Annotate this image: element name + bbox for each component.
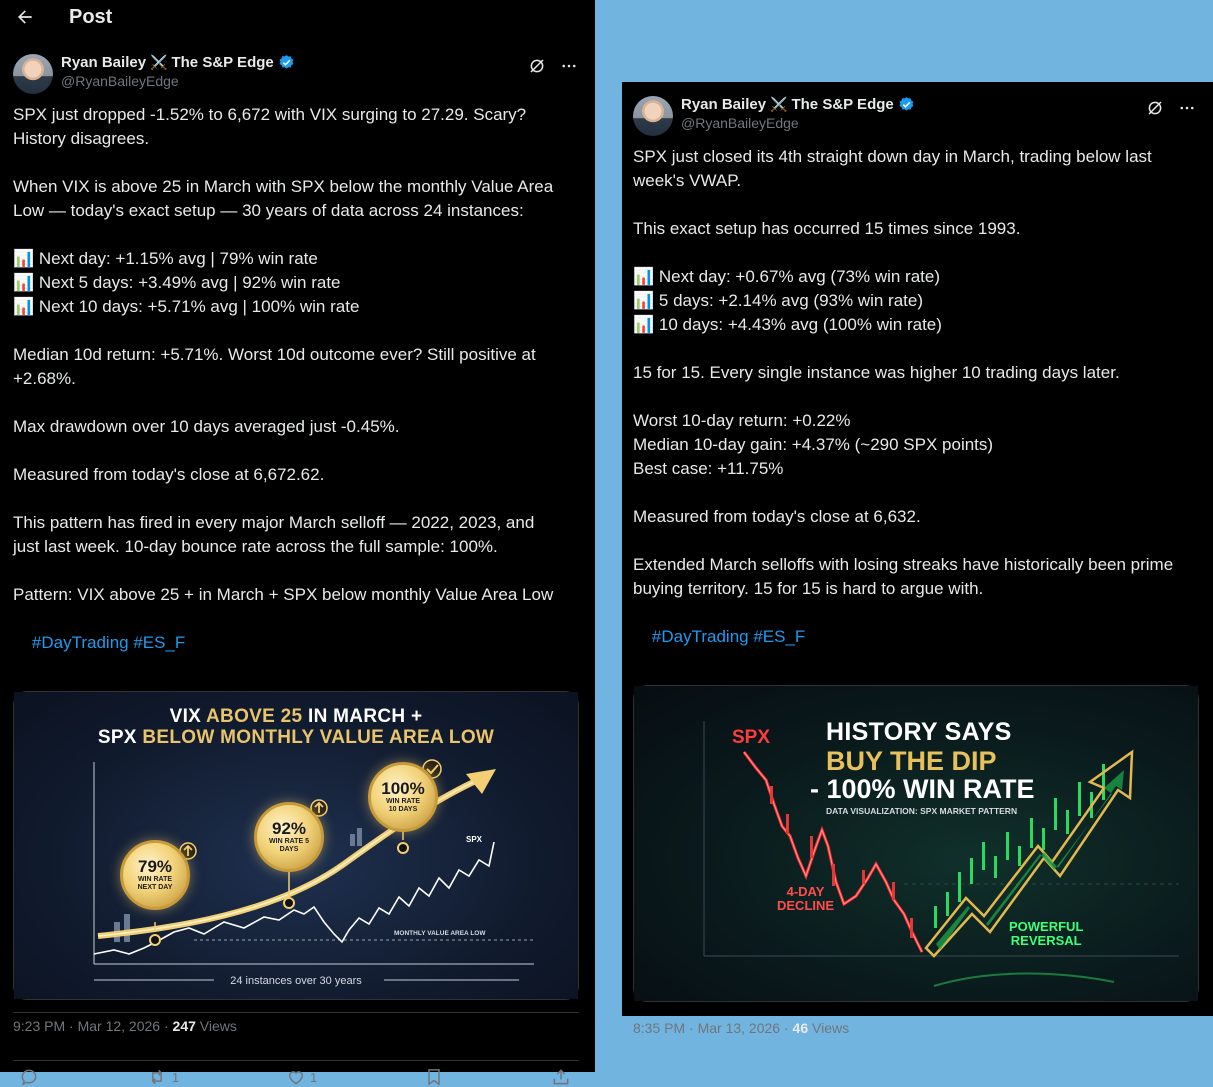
repost-icon [146, 1067, 168, 1087]
grok-icon[interactable] [1145, 98, 1165, 118]
reversal-label: POWERFUL REVERSAL [1009, 919, 1084, 948]
share-icon [551, 1067, 571, 1087]
text-line: Extended March selloffs with losing streaks have historically been prime [633, 555, 1174, 574]
like-button[interactable] [286, 1067, 317, 1087]
hashtag-es-f[interactable]: #ES_F [133, 633, 186, 652]
page-title: Post [69, 5, 113, 28]
verified-badge-icon [898, 96, 915, 113]
value-area-label: MONTHLY VALUE AREA LOW [394, 930, 486, 937]
text-line: Best case: +11.75% [633, 459, 784, 478]
text-line: Measured from today's close at 6,672.62. [13, 465, 325, 484]
badge-5-days: 92% WIN RATE 5 DAYS [254, 802, 324, 872]
text-line: Median 10-day gain: +4.37% (~290 SPX points) [633, 435, 994, 454]
swords-icon: ⚔️ [770, 96, 788, 112]
text-line: 📊 Next 5 days: +3.49% avg | 92% win rate [13, 273, 341, 292]
embedded-post-card[interactable] [622, 82, 1213, 1036]
image-title-line2: SPX BELOW MONTHLY VALUE AREA LOW [97, 727, 495, 748]
image-headline-1: HISTORY SAYS [826, 718, 1012, 746]
repost-count: 1 [171, 1069, 180, 1085]
text-line: Low — today's exact setup — 30 years of data across 24 instances: [13, 201, 524, 220]
post-detail-panel [0, 0, 595, 1085]
more-options-icon[interactable] [1177, 98, 1197, 118]
post-meta [13, 1018, 595, 1034]
post-image[interactable] [633, 685, 1199, 1002]
reply-button[interactable] [19, 1067, 39, 1087]
author-handle[interactable]: @RyanBaileyEdge [61, 73, 179, 89]
post-meta [633, 1020, 1213, 1036]
avatar[interactable] [13, 54, 53, 94]
views-label: Views [808, 1020, 850, 1036]
blank-line [13, 319, 573, 343]
author-suffix[interactable]: The S&P Edge [171, 54, 274, 71]
action-bar [19, 1067, 571, 1087]
image-headline-2: BUY THE DIP [826, 746, 997, 776]
blank-line [633, 337, 1203, 361]
blank-line [13, 151, 573, 175]
text-line: Pattern: VIX above 25 + in March + SPX below monthly Value Area Low [13, 585, 554, 604]
bookmark-button[interactable] [424, 1067, 444, 1087]
hashtag-daytrading[interactable]: #DayTrading [31, 633, 129, 652]
post-image[interactable] [13, 691, 579, 1000]
spx-label: SPX [466, 835, 483, 844]
post-timestamp[interactable]: 9:23 PM · Mar 12, 2026 · [13, 1018, 173, 1034]
more-options-icon[interactable] [559, 56, 579, 76]
blank-line [13, 559, 573, 583]
text-line: Measured from today's close at 6,632. [633, 507, 921, 526]
badge-next-day: 79% WIN RATE NEXT DAY [120, 840, 190, 910]
image-subtitle: DATA VISUALIZATION: SPX MARKET PATTERN [826, 806, 1018, 816]
author-name[interactable]: Ryan Bailey [681, 96, 767, 113]
view-count: 46 [792, 1020, 809, 1036]
text-line: 📊 10 days: +4.43% avg (100% win rate) [633, 315, 942, 334]
author-name[interactable]: Ryan Bailey [61, 54, 147, 71]
reply-icon [19, 1067, 39, 1087]
blank-line [13, 391, 573, 415]
blank-line [633, 481, 1203, 505]
blank-line [13, 439, 573, 463]
decline-label: 4-DAY DECLINE [777, 884, 835, 913]
post-header [13, 54, 579, 94]
text-line: This exact setup has occurred 15 times since 1993. [633, 219, 1021, 238]
text-line: buying territory. 15 for 15 is hard to argue with. [633, 579, 984, 598]
top-bar [0, 0, 595, 34]
hashtags [633, 601, 1203, 673]
blank-line [13, 487, 573, 511]
divider [13, 1012, 579, 1013]
blank-line [13, 223, 573, 247]
author-handle[interactable]: @RyanBaileyEdge [681, 115, 799, 131]
hashtag-daytrading[interactable]: #DayTrading [651, 627, 749, 646]
blank-line [633, 529, 1203, 553]
hashtag-es-f[interactable]: #ES_F [753, 627, 806, 646]
text-line: 📊 5 days: +2.14% avg (93% win rate) [633, 291, 924, 310]
blank-line [633, 193, 1203, 217]
text-line: 📊 Next day: +0.67% avg (73% win rate) [633, 267, 941, 286]
like-count: 1 [309, 1069, 318, 1085]
text-line: +2.68%. [13, 369, 76, 388]
back-arrow-icon[interactable] [14, 6, 36, 28]
text-line: just last week. 10-day bounce rate across the full sample: 100%. [13, 537, 498, 556]
post-timestamp[interactable]: 8:35 PM · Mar 13, 2026 · [633, 1020, 793, 1036]
post-text [13, 103, 573, 607]
text-line: week's VWAP. [633, 171, 742, 190]
text-line: Median 10d return: +5.71%. Worst 10d outcome ever? Still positive at [13, 345, 536, 364]
bottom-divider [13, 1060, 579, 1061]
post-header [633, 96, 1197, 136]
image-footnote: 24 instances over 30 years [230, 975, 362, 987]
text-line: SPX just closed its 4th straight down day in March, trading below last [633, 147, 1152, 166]
text-line: When VIX is above 25 in March with SPX below the monthly Value Area [13, 177, 554, 196]
post-text [633, 145, 1203, 601]
text-line: 15 for 15. Every single instance was higher 10 trading days later. [633, 363, 1120, 382]
blank-line [633, 385, 1203, 409]
image-title-line1: VIX ABOVE 25 IN MARCH + [169, 706, 423, 727]
verified-badge-icon [278, 54, 295, 71]
badge-10-days: 100% WIN RATE 10 DAYS [368, 762, 438, 832]
text-line: Max drawdown over 10 days averaged just -0.45%. [13, 417, 400, 436]
heart-icon [286, 1067, 306, 1087]
text-line: 📊 Next day: +1.15% avg | 79% win rate [13, 249, 318, 268]
view-count: 247 [172, 1018, 196, 1034]
text-line: History disagrees. [13, 129, 150, 148]
views-label: Views [195, 1018, 237, 1034]
repost-button[interactable] [146, 1067, 179, 1087]
author-suffix[interactable]: The S&P Edge [791, 96, 894, 113]
bookmark-icon [424, 1067, 444, 1087]
grok-icon[interactable] [527, 56, 547, 76]
avatar[interactable] [633, 96, 673, 136]
image-headline-3: - 100% WIN RATE [810, 774, 1035, 804]
text-line: This pattern has fired in every major March selloff — 2022, 2023, and [13, 513, 535, 532]
spx-label: SPX [732, 727, 771, 748]
hashtags [13, 607, 573, 679]
swords-icon: ⚔️ [150, 54, 168, 70]
text-line: Worst 10-day return: +0.22% [633, 411, 851, 430]
text-line: 📊 Next 10 days: +5.71% avg | 100% win rate [13, 297, 360, 316]
text-line: SPX just dropped -1.52% to 6,672 with VIX surging to 27.29. Scary? [13, 105, 527, 124]
share-button[interactable] [551, 1067, 571, 1087]
blank-line [633, 241, 1203, 265]
